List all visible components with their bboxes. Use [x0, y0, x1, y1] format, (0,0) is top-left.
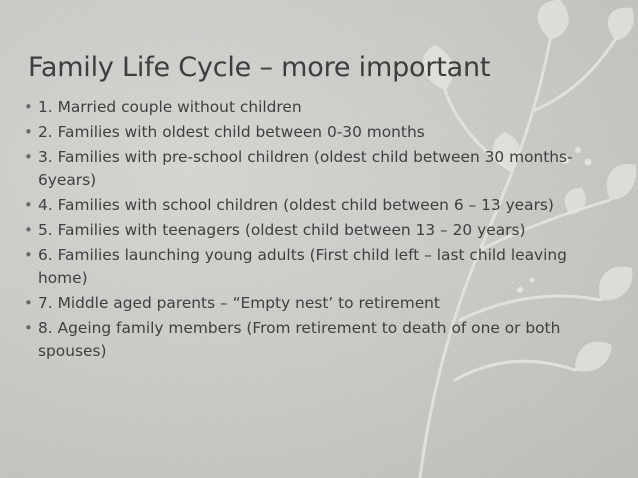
- list-item-text: 3. Families with pre-school children (oldest child between 30 months-6years): [38, 148, 573, 189]
- list-item: [24, 219, 616, 242]
- bullet-icon: •: [24, 148, 33, 166]
- list-item: [24, 146, 616, 192]
- list-item: [24, 292, 616, 315]
- list-item: [24, 121, 616, 144]
- bullet-list: [24, 96, 616, 365]
- bullet-icon: •: [24, 123, 33, 141]
- list-item-text: 8. Ageing family members (From retirement to death of one or both spouses): [38, 319, 561, 360]
- bullet-icon: •: [24, 221, 33, 239]
- list-item: [24, 244, 616, 290]
- list-item-text: 5. Families with teenagers (oldest child between 13 – 20 years): [38, 221, 526, 239]
- bullet-icon: •: [24, 98, 33, 116]
- bullet-icon: •: [24, 196, 33, 214]
- bullet-icon: •: [24, 246, 33, 264]
- list-item-text: 7. Middle aged parents – “Empty nest’ to retirement: [38, 294, 440, 312]
- list-item: [24, 96, 616, 119]
- list-item-text: 4. Families with school children (oldest child between 6 – 13 years): [38, 196, 554, 214]
- slide-title: Family Life Cycle – more important: [28, 52, 491, 83]
- list-item-text: 2. Families with oldest child between 0-30 months: [38, 123, 425, 141]
- list-item-text: 6. Families launching young adults (First child left – last child leaving home): [38, 246, 567, 287]
- bullet-icon: •: [24, 319, 33, 337]
- list-item: [24, 317, 616, 363]
- list-item-text: 1. Married couple without children: [38, 98, 302, 116]
- bullet-icon: •: [24, 294, 33, 312]
- list-item: [24, 194, 616, 217]
